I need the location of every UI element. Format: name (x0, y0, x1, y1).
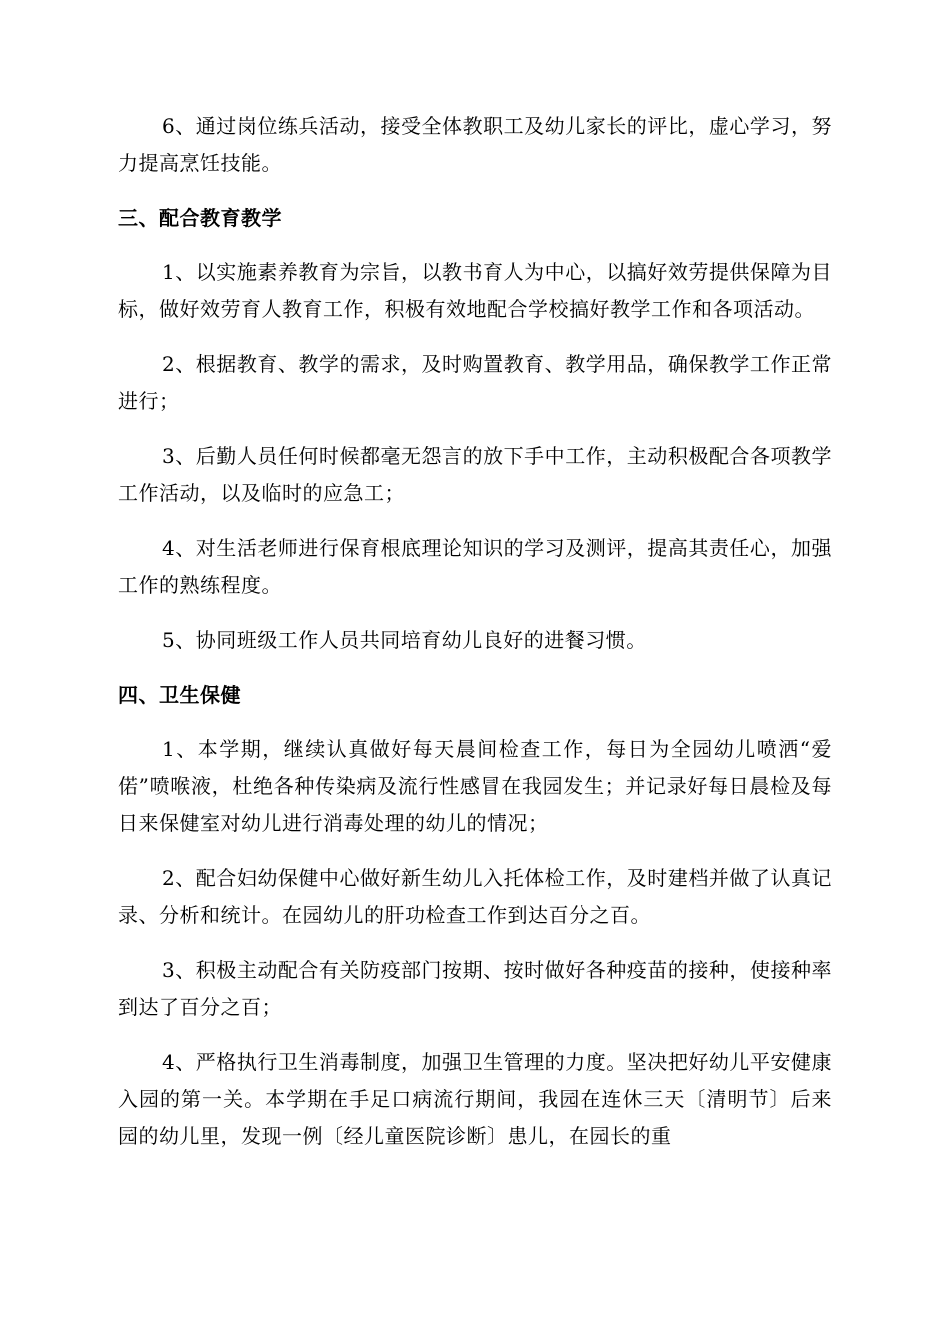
section4-item-2: 2、配合妇幼保健中心做好新生幼儿入托体检工作，及时建档并做了认真记录、分析和统计。在园幼儿的肝功检查工作到达百分之百。 (118, 866, 832, 927)
section3-item-1: 1、以实施素养教育为宗旨，以教书育人为中心，以搞好效劳提供保障为目标，做好效劳育人教育工作，积极有效地配合学校搞好教学工作和各项活动。 (118, 260, 832, 321)
section-heading-4: 四、卫生保健 (118, 683, 241, 707)
section4-item-1: 1、本学期，继续认真做好每天晨间检查工作，每日为全园幼儿喷洒“爱偌”喷喉液，杜绝各种传染病及流行性感冒在我园发生；并记录好每日晨检及每日来保健室对幼儿进行消毒处理的幼儿的情况； (118, 737, 832, 835)
section3-item-4: 4、对生活老师进行保育根底理论知识的学习及测评，提高其责任心，加强工作的熟练程度。 (118, 536, 832, 597)
paragraph-item-6: 6、通过岗位练兵活动，接受全体教职工及幼儿家长的评比，虚心学习，努力提高烹饪技能。 (118, 114, 832, 175)
section-heading-3: 三、配合教育教学 (118, 206, 282, 230)
section3-item-2: 2、根据教育、教学的需求，及时购置教育、教学用品，确保教学工作正常进行； (118, 352, 832, 413)
section4-item-4: 4、严格执行卫生消毒制度，加强卫生管理的力度。坚决把好幼儿平安健康入园的第一关。本学期在手足口病流行期间，我园在连休三天〔清明节〕后来园的幼儿里，发现一例〔经儿童医院诊断〕患儿，在园长的重 (118, 1050, 832, 1148)
section3-item-3: 3、后勤人员任何时候都毫无怨言的放下手中工作，主动积极配合各项教学工作活动，以及临时的应急工； (118, 444, 832, 505)
section4-item-3: 3、积极主动配合有关防疫部门按期、按时做好各种疫苗的接种，使接种率到达了百分之百； (118, 958, 832, 1019)
section3-item-5: 5、协同班级工作人员共同培育幼儿良好的进餐习惯。 (162, 628, 647, 652)
